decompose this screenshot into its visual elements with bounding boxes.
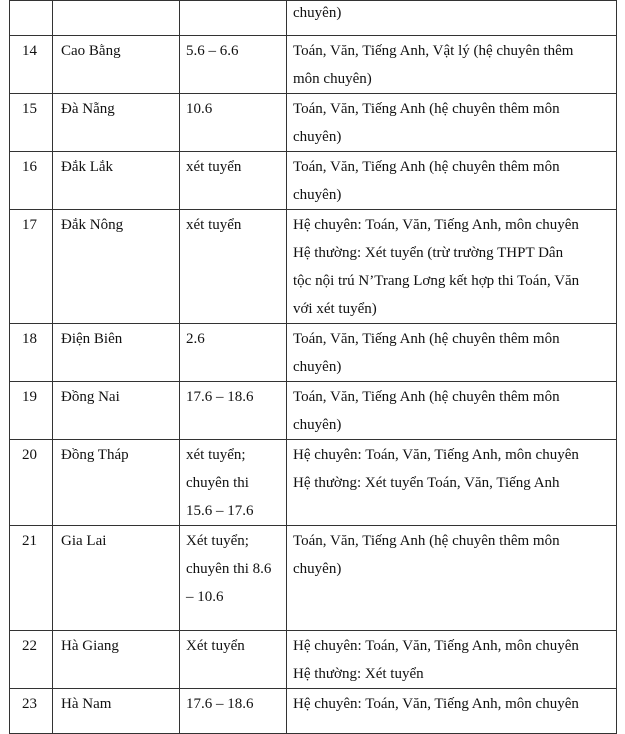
exam-date: [180, 152, 287, 210]
exam-date: [180, 94, 287, 152]
subjects-line: chuyên): [293, 417, 342, 433]
exam-schedule-table: [9, 0, 617, 734]
subjects-line: chuyên): [293, 359, 342, 375]
exam-subjects: [287, 526, 617, 631]
row-number: 15: [10, 94, 53, 152]
province-name: [53, 1, 180, 36]
exam-subjects: [287, 94, 617, 152]
table-row: [10, 94, 617, 152]
date-line: 17.6 – 18.6: [186, 696, 254, 712]
date-line: 5.6 – 6.6: [186, 43, 239, 59]
subjects-line: chuyên): [293, 187, 342, 203]
province-name: Gia Lai: [53, 526, 180, 631]
province-name: Điện Biên: [53, 324, 180, 382]
date-line: xét tuyển: [186, 217, 242, 233]
province-name: Hà Giang: [53, 631, 180, 689]
subjects-line: Toán, Văn, Tiếng Anh (hệ chuyên thêm môn: [293, 533, 560, 549]
exam-subjects: [287, 36, 617, 94]
exam-subjects: [287, 440, 617, 526]
table-row: [10, 210, 617, 324]
date-line: 15.6 – 17.6: [186, 503, 254, 519]
exam-date: [180, 382, 287, 440]
subjects-line: Hệ thường: Xét tuyển: [293, 666, 424, 682]
subjects-line: chuyên): [293, 129, 342, 145]
exam-date: [180, 1, 287, 36]
province-name: Đồng Nai: [53, 382, 180, 440]
exam-subjects: [287, 631, 617, 689]
province-name: Đà Nẵng: [53, 94, 180, 152]
province-name: Đồng Tháp: [53, 440, 180, 526]
subjects-line: chuyên): [293, 5, 342, 21]
date-line: chuyên thi 8.6: [186, 561, 272, 577]
exam-date: [180, 689, 287, 734]
subjects-line: môn chuyên): [293, 71, 372, 87]
province-name: Đắk Lắk: [53, 152, 180, 210]
province-name: Cao Bằng: [53, 36, 180, 94]
date-line: xét tuyển: [186, 159, 242, 175]
subjects-line: Hệ chuyên: Toán, Văn, Tiếng Anh, môn chuyên: [293, 217, 579, 233]
subjects-line: với xét tuyển): [293, 301, 377, 317]
exam-date: [180, 440, 287, 526]
date-line: – 10.6: [186, 589, 224, 605]
exam-subjects: [287, 382, 617, 440]
exam-date: [180, 631, 287, 689]
table-row: [10, 440, 617, 526]
row-number: 19: [10, 382, 53, 440]
table-row: [10, 324, 617, 382]
row-number: 23: [10, 689, 53, 734]
date-line: 10.6: [186, 101, 213, 117]
table-row: [10, 689, 617, 734]
subjects-line: Hệ thường: Xét tuyển (trừ trường THPT Dân: [293, 245, 564, 261]
subjects-line: Hệ thường: Xét tuyển Toán, Văn, Tiếng Anh: [293, 475, 560, 491]
table-row: [10, 526, 617, 631]
date-line: Xét tuyển;: [186, 533, 249, 549]
subjects-line: Toán, Văn, Tiếng Anh, Vật lý (hệ chuyên thêm: [293, 43, 574, 59]
row-number: [10, 1, 53, 36]
table-row-continued: [10, 1, 617, 36]
table-row: [10, 382, 617, 440]
province-name: Hà Nam: [53, 689, 180, 734]
exam-date: [180, 210, 287, 324]
date-line: chuyên thi: [186, 475, 249, 491]
row-number: 18: [10, 324, 53, 382]
subjects-line: Hệ chuyên: Toán, Văn, Tiếng Anh, môn chuyên: [293, 696, 579, 712]
date-line: xét tuyển;: [186, 447, 246, 463]
subjects-line: chuyên): [293, 561, 342, 577]
row-number: 16: [10, 152, 53, 210]
exam-date: [180, 526, 287, 631]
exam-subjects: [287, 689, 617, 734]
table-row: [10, 36, 617, 94]
exam-date: [180, 324, 287, 382]
exam-subjects: [287, 1, 617, 36]
row-number: 22: [10, 631, 53, 689]
table-row: [10, 152, 617, 210]
exam-subjects: [287, 324, 617, 382]
date-line: Xét tuyển: [186, 638, 245, 654]
subjects-line: Toán, Văn, Tiếng Anh (hệ chuyên thêm môn: [293, 101, 560, 117]
subjects-line: Hệ chuyên: Toán, Văn, Tiếng Anh, môn chuyên: [293, 638, 579, 654]
table-row: [10, 631, 617, 689]
row-number: 20: [10, 440, 53, 526]
exam-date: [180, 36, 287, 94]
subjects-line: tộc nội trú N’Trang Lơng kết hợp thi Toán, Văn: [293, 273, 580, 289]
province-name: Đắk Nông: [53, 210, 180, 324]
subjects-line: Toán, Văn, Tiếng Anh (hệ chuyên thêm môn: [293, 159, 560, 175]
row-number: 14: [10, 36, 53, 94]
exam-subjects: [287, 152, 617, 210]
date-line: 2.6: [186, 331, 205, 347]
exam-subjects: [287, 210, 617, 324]
subjects-line: Hệ chuyên: Toán, Văn, Tiếng Anh, môn chuyên: [293, 447, 579, 463]
date-line: 17.6 – 18.6: [186, 389, 254, 405]
row-number: 21: [10, 526, 53, 631]
subjects-line: Toán, Văn, Tiếng Anh (hệ chuyên thêm môn: [293, 389, 560, 405]
row-number: 17: [10, 210, 53, 324]
subjects-line: Toán, Văn, Tiếng Anh (hệ chuyên thêm môn: [293, 331, 560, 347]
